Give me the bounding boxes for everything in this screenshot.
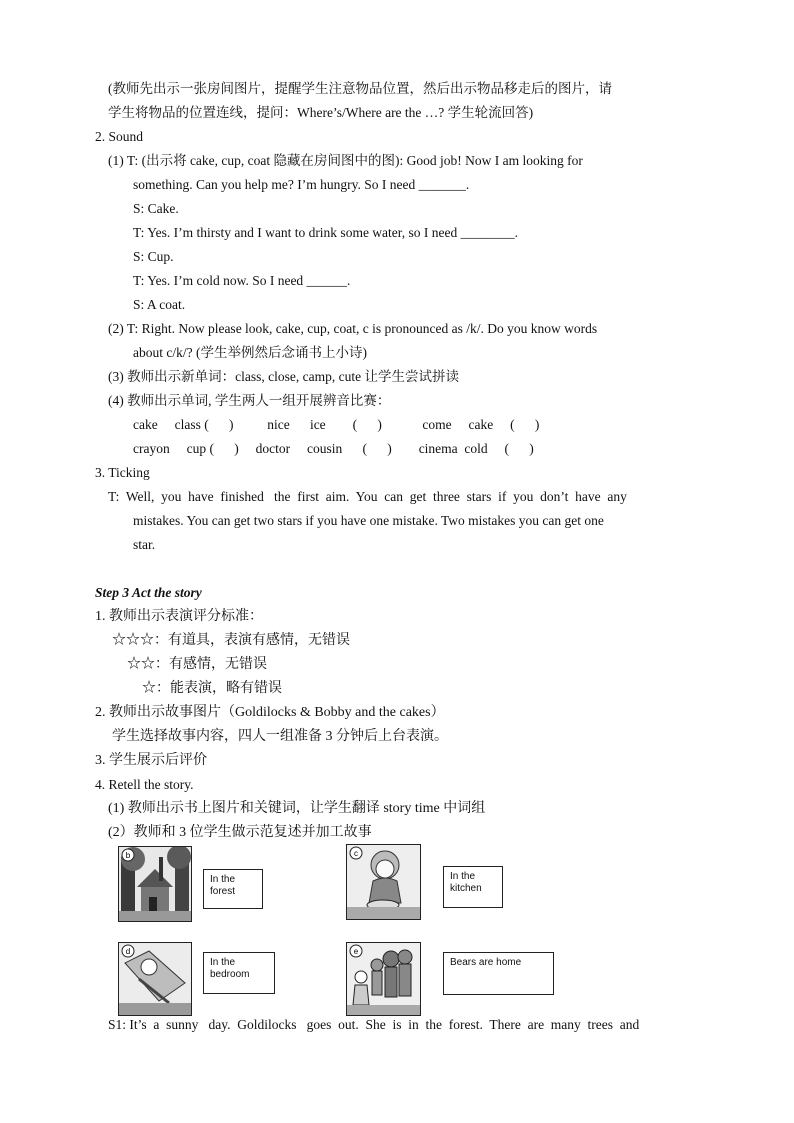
dialogue-line: S: Cake. xyxy=(133,201,179,216)
dialogue-line: S: A coat. xyxy=(133,297,186,312)
text-line: star. xyxy=(133,537,156,552)
dialogue-line: T: Yes. I’m cold now. So I need ______. xyxy=(133,273,351,288)
text-line: (2) T: Right. Now please look, cake, cup, coat, c is pronounced as /k/. Do you know words xyxy=(108,321,598,336)
panel-letter: b xyxy=(125,851,131,860)
rating-line: ☆☆☆：有道具，表演有感情，无错误 xyxy=(112,633,350,648)
text-line: S1: It’s a sunny day. Goldilocks goes out. She is in the forest. There are many trees and xyxy=(108,1017,640,1032)
bedroom-illustration xyxy=(119,943,191,1015)
text-line: something. Can you help me? I’m hungry. So I need _______. xyxy=(133,177,470,192)
text-line: 学生选择故事内容，四人一组准备 3 分钟后上台表演。 xyxy=(112,729,448,744)
word-pairs-row: cake class ( ) nice ice ( ) come cake ( ) xyxy=(133,417,540,432)
step-heading: Step 3 Act the story xyxy=(95,585,202,600)
story-picture-bedroom xyxy=(118,942,192,1016)
label-in-the-bedroom: In the bedroom xyxy=(203,952,275,994)
panel-letter: c xyxy=(354,849,358,858)
text-line: 2. 教师出示故事图片（Goldilocks & Bobby and the cakes） xyxy=(95,705,445,720)
text-line: (2）教师和 3 位学生做示范复述并加工故事 xyxy=(108,825,372,840)
label-in-the-kitchen: In the kitchen xyxy=(443,866,503,908)
panel-letter: e xyxy=(353,947,359,956)
text-line: (3) 教师出示新单词：class, close, camp, cute 让学生尝试拼读 xyxy=(108,369,459,384)
text-line: mistakes. You can get two stars if you have one mistake. Two mistakes you can get one xyxy=(133,513,604,528)
text-line: T: Well, you have finished the first aim. You can get three stars if you don’t have any xyxy=(108,489,627,504)
text-line: about c/k/? (学生举例然后念诵书上小诗) xyxy=(133,345,367,360)
rating-line: ☆☆：有感情，无错误 xyxy=(127,657,267,672)
bears-illustration xyxy=(347,943,420,1015)
section-heading-ticking: 3. Ticking xyxy=(95,465,150,480)
text-line: (1) T: (出示将 cake, cup, coat 隐藏在房间图中的图): Good job! Now I am looking for xyxy=(108,153,583,168)
text-line: 3. 学生展示后评价 xyxy=(95,753,207,768)
forest-illustration xyxy=(119,847,191,921)
story-picture-forest xyxy=(118,846,192,922)
dialogue-line: T: Yes. I’m thirsty and I want to drink some water, so I need ________. xyxy=(133,225,518,240)
word-pairs-row: crayon cup ( ) doctor cousin ( ) cinema cold ( ) xyxy=(133,441,534,456)
text-line: (1) 教师出示书上图片和关键词，让学生翻译 story time 中词组 xyxy=(108,801,486,816)
kitchen-illustration xyxy=(347,845,420,919)
dialogue-line: S: Cup. xyxy=(133,249,174,264)
label-bears-are-home: Bears are home xyxy=(443,952,554,995)
rating-line: ☆：能表演，略有错误 xyxy=(142,681,282,696)
story-picture-kitchen xyxy=(346,844,421,920)
text-line: 4. Retell the story. xyxy=(95,777,194,792)
text-line: (4) 教师出示单词, 学生两人一组开展辨音比赛： xyxy=(108,393,391,408)
story-picture-bears xyxy=(346,942,421,1016)
text-line: 1. 教师出示表演评分标准： xyxy=(95,609,263,624)
section-heading-sound: 2. Sound xyxy=(95,129,144,144)
text-line: 学生将物品的位置连线，提问：Where’s/Where are the …? 学生轮流回答) xyxy=(108,105,534,120)
label-in-the-forest: In the forest xyxy=(203,869,263,909)
text-line: (教师先出示一张房间图片，提醒学生注意物品位置，然后出示物品移走后的图片，请 xyxy=(108,81,612,96)
panel-letter: d xyxy=(125,947,131,956)
